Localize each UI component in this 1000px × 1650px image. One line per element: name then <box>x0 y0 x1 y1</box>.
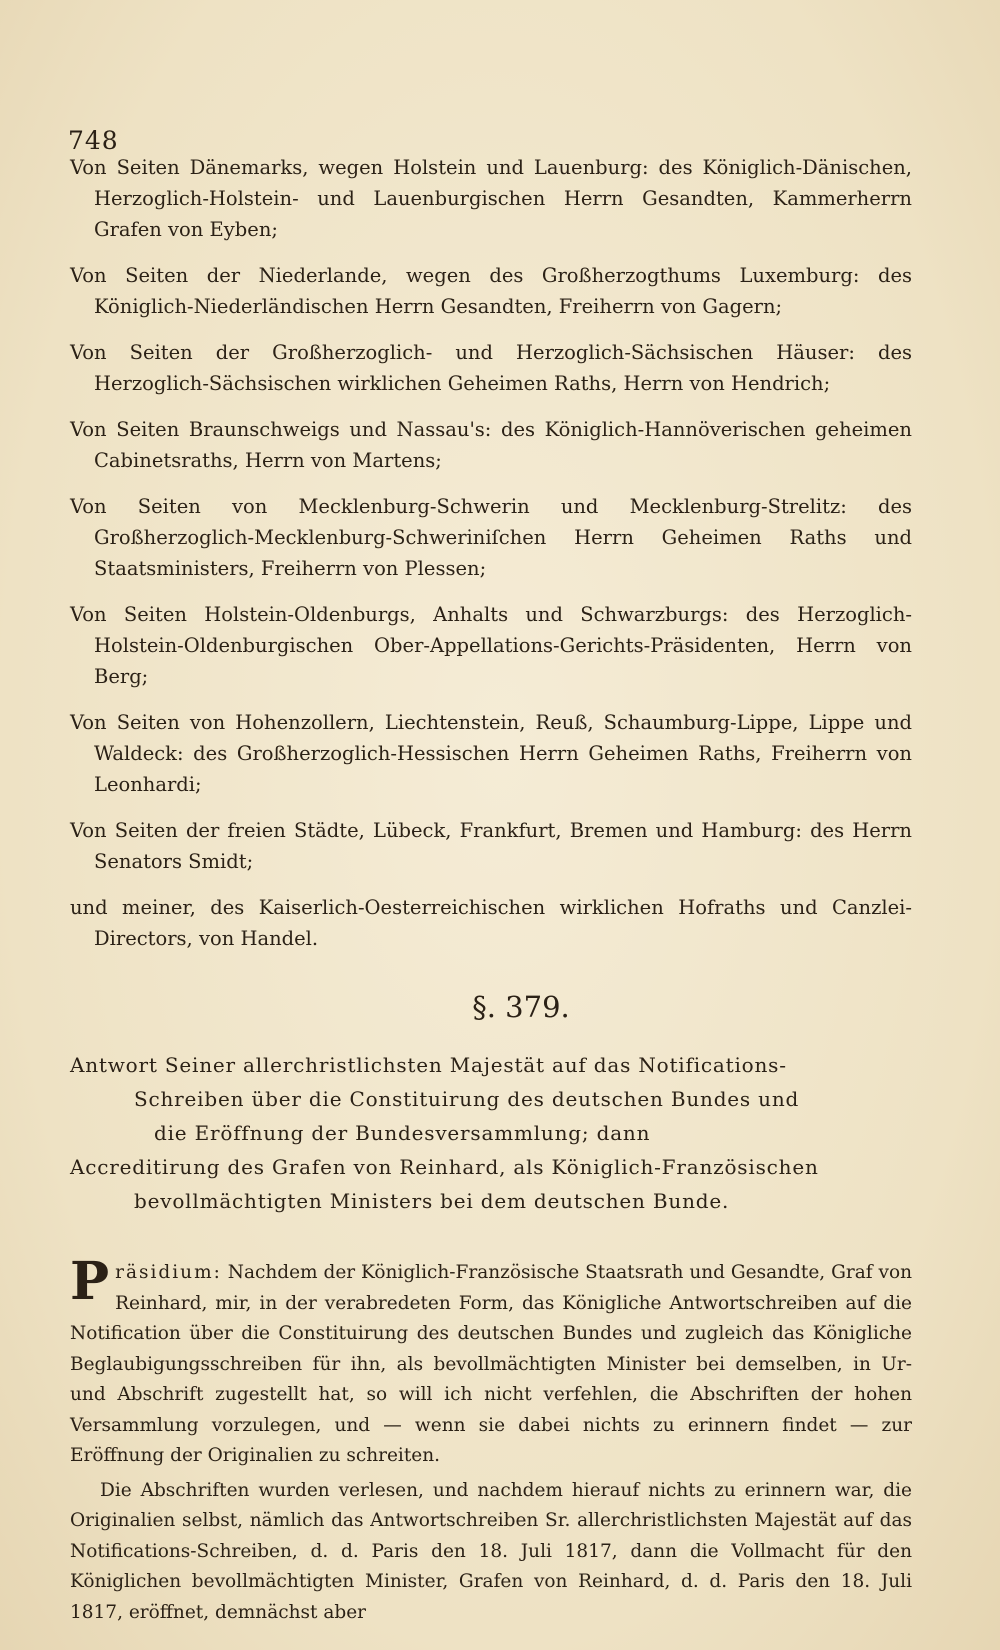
heading-line: Schreiben über die Constituirung des deutschen Bundes und <box>134 1087 800 1111</box>
section-number: §. 379. <box>472 990 570 1024</box>
delegates-list <box>70 152 912 954</box>
delegate-entry: Von Seiten Holstein-Oldenburgs, Anhalts und Schwarzburgs: des Herzoglich-Holstein-Oldenburgischen Ober-Appellations-Gerichts-Präsidenten, Herrn von Berg; <box>70 603 912 688</box>
heading-line: Accreditirung des Grafen von Reinhard, als Königlich-Französischen <box>70 1155 819 1179</box>
delegate-entry: Von Seiten der Großherzoglich- und Herzoglich-Sächsischen Häuser: des Herzoglich-Sächsischen wirklichen Geheimen Raths, Herrn von Hendrich; <box>70 341 912 395</box>
page-number: 748 <box>68 126 119 155</box>
section-heading <box>70 1048 912 1218</box>
heading-line: bevollmächtigten Ministers bei dem deutschen Bunde. <box>134 1189 730 1213</box>
closing-entry: und meiner, des Kaiserlich-Oesterreichischen wirklichen Hofraths und Canzlei-Directors, von Handel. <box>70 896 912 950</box>
delegate-entry: Von Seiten Braunschweigs und Nassau's: des Königlich-Hannöverischen geheimen Cabinetsraths, Herrn von Martens; <box>70 418 912 472</box>
speaker-label: räsidium: <box>115 1262 222 1283</box>
delegate-entry: Von Seiten von Hohenzollern, Liechtenstein, Reuß, Schaumburg-Lippe, Lippe und Waldeck: des Großherzoglich-Hessischen Herrn Geheimen Raths, Freiherrn von Leonhardi; <box>70 711 912 796</box>
drop-cap: P <box>70 1251 110 1312</box>
praesidium-paragraph <box>70 1251 912 1472</box>
heading-line: die Eröffnung der Bundesversammlung; dann <box>154 1121 651 1145</box>
heading-line: Antwort Seiner allerchristlichsten Majestät auf das Notifications- <box>70 1053 787 1077</box>
body-paragraph: Die Abschriften wurden verlesen, und nachdem hierauf nichts zu erinnern war, die Originalien selbst, nämlich das Antwortschreiben Sr. allerchristlichsten Majestät auf das Notifications-Schreiben, d. d. Paris den 18. Juli 1817, dann die Vollmacht für den Königlichen bevollmächtigten Minister, Grafen von Reinhard, d. d. Paris den 18. Juli 1817, eröffnet, demnächst aber <box>70 1479 912 1623</box>
delegate-entry: Von Seiten der freien Städte, Lübeck, Frankfurt, Bremen und Hamburg: des Herrn Senators Smidt; <box>70 819 912 873</box>
delegate-entry: Von Seiten von Mecklenburg-Schwerin und Mecklenburg-Strelitz: des Großherzoglich-Mecklenburg-Schweriniſchen Herrn Geheimen Raths und Staatsministers, Freiherrn von Plessen; <box>70 495 912 580</box>
delegate-entry: Von Seiten der Niederlande, wegen des Großherzogthums Luxemburg: des Königlich-Niederländischen Herrn Gesandten, Freiherrn von Gagern; <box>70 264 912 318</box>
praesidium-text: Nachdem der Königlich-Französische Staatsrath und Gesandte, Graf von Reinhard, mir, in der verabredeten Form, das Königliche Antwortschreiben auf die Notification über die Constituirung des deutschen Bundes und zugleich das Königliche Beglaubigungsschreiben für ihn, als bevollmächtigten Minister bei demselben, in Ur- und Abschrift zugestellt hat, so will ich nicht verfehlen, die Abschriften der hohen Versammlung vorzulegen, und — wenn sie dabei nichts zu erinnern findet — zur Eröffnung der Originalien zu schreiten. <box>70 1262 912 1466</box>
delegate-entry: Von Seiten Dänemarks, wegen Holstein und Lauenburg: des Königlich-Dänischen, Herzoglich-Holstein- und Lauenburgischen Herrn Gesandten, Kammerherrn Grafen von Eyben; <box>70 156 912 241</box>
